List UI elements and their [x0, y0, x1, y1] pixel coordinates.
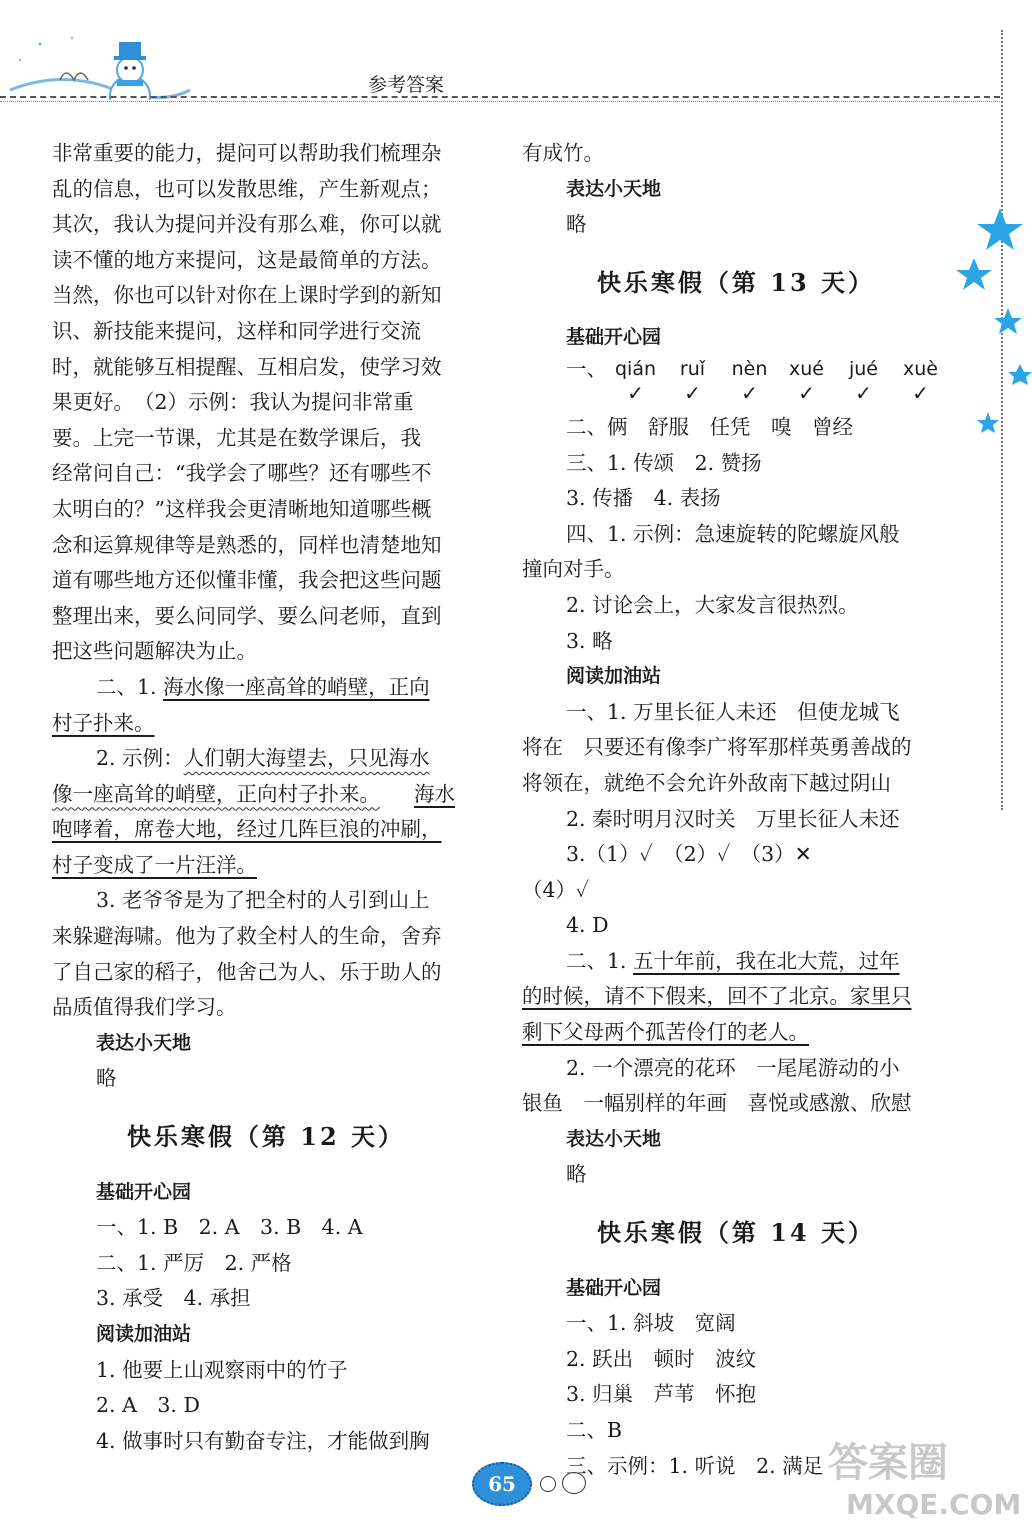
answer-er-1-cont: [522, 979, 950, 1015]
text-line: 识、新技能来提问，这样和同学进行交流: [52, 318, 421, 343]
text-line: 一、1. 万里长征人未还 但使龙城飞: [566, 699, 900, 724]
text-line: 要。上完一节课，尤其是在数学课后，我: [52, 425, 421, 450]
text-line: 果更好。 （2）示例：我认为提问非常重: [52, 390, 414, 415]
section-heading: 表达小天地: [566, 177, 662, 200]
text-line: （4）✓: [522, 877, 590, 902]
text-line: 太明白的？”这样我会更清晰地知道哪些概: [52, 496, 432, 521]
pinyin-text: xuè: [903, 357, 938, 380]
section-heading: 表达小天地: [566, 1127, 662, 1150]
text-line: 品质值得我们学习。: [52, 995, 237, 1020]
answer-er-1: [522, 944, 950, 980]
answer-er-1-cont: [522, 1015, 950, 1051]
answer-er-2-cont: [52, 812, 480, 848]
pinyin-text: ruǐ: [679, 357, 706, 380]
section-heading: 阅读加油站: [96, 1323, 192, 1345]
star-decorations: [950, 200, 1032, 440]
check-mark-icon: ✓: [855, 380, 872, 405]
header-title: 参考答案: [368, 74, 445, 96]
pinyin-item: [721, 356, 778, 404]
answer-er-2-cont: [52, 848, 480, 884]
pinyin-answer-row: [522, 356, 950, 406]
underlined-text: 村子扑来。: [52, 710, 155, 735]
text-line: 1. 他要上山观察雨中的竹子: [96, 1357, 348, 1382]
decor-circle-large: [562, 1472, 586, 1494]
text-line: 四、1. 示例：急速旋转的陀螺旋风般: [566, 521, 900, 546]
text-line: 将在 只要还有像李广将军那样英勇善战的: [522, 735, 912, 760]
header-divider-dotted: [0, 101, 1000, 102]
text-line: 有成竹。: [522, 141, 604, 165]
text-line: 二、1. 严厉 2. 严格: [96, 1250, 292, 1275]
pinyin-text: nèn: [731, 357, 768, 380]
pinyin-text: qián: [614, 357, 657, 380]
answer-label: 二、1.: [566, 948, 634, 973]
wavy-underlined-text: 人们朝大海望去，只见海水: [183, 746, 430, 771]
header-divider: [0, 96, 1000, 98]
underlined-text: 的时候，请不下假来，回不了北京。家里只: [522, 984, 912, 1009]
day-12-title: 快乐寒假（第 12 天）: [126, 1122, 406, 1152]
text-line: 一、1. 斜坡 宽阔: [566, 1311, 736, 1336]
text-line: 3.（1）✓ （2）✓ （3）✕: [566, 842, 812, 867]
text-line: 4. 做事时只有勤奋专注，才能做到胸: [96, 1428, 430, 1453]
text-line: 念和运算规律等是熟悉的，同样也清楚地知: [52, 532, 442, 557]
answer-er-1: [52, 670, 480, 706]
section-heading: 基础开心园: [96, 1180, 192, 1203]
text-line: 略: [566, 212, 587, 237]
answer-er-1-cont: [52, 706, 480, 742]
underlined-text: 村子变成了一片汪洋。: [52, 852, 257, 877]
text-line: 2. 跃出 顿时 波纹: [566, 1346, 757, 1371]
text-line: 2. 讨论会上，大家发言很热烈。: [566, 592, 859, 617]
check-mark-icon: ✓: [912, 380, 929, 405]
section-heading: 基础开心园: [566, 1276, 662, 1299]
pinyin-item: [607, 356, 664, 404]
watermark-url: MXQE.COM: [846, 1488, 1022, 1521]
text-line: 略: [96, 1066, 117, 1091]
text-line: 银鱼 一幅别样的年画 喜悦或感激、欣慰: [522, 1091, 912, 1116]
text-line: 二、B: [566, 1418, 623, 1442]
text-line: 来躲避海啸。他为了救全村人的生命，舍弃: [52, 924, 442, 949]
text-line: 整理出来，要么问同学、要么问老师，直到: [52, 603, 442, 628]
text-line: 二、俩 舒服 任凭 嗅 曾经: [566, 414, 853, 439]
check-mark-icon: ✓: [627, 380, 644, 405]
check-mark-icon: ✓: [684, 380, 701, 405]
check-mark-icon: ✓: [741, 380, 758, 405]
text-line: 三、示例：1. 听说 2. 满足: [566, 1453, 824, 1478]
text-line: 3. 归巢 芦苇 怀抱: [566, 1382, 757, 1407]
text-line: 略: [566, 1162, 587, 1187]
section-heading: 表达小天地: [96, 1031, 192, 1054]
text-line: 3. 承受 4. 承担: [96, 1286, 251, 1311]
pinyin-item: [664, 356, 721, 404]
underlined-text: 海水像一座高耸的峭壁，正向: [163, 674, 430, 699]
underlined-text: 五十年前，我在北大荒，过年: [633, 948, 900, 973]
wavy-underlined-text: 像一座高耸的峭壁，正向村子扑来。: [52, 781, 380, 806]
pinyin-text: jué: [848, 357, 878, 380]
text-line: 当然，你也可以针对你在上课时学到的新知: [52, 283, 442, 308]
text-line: 3. 略: [566, 628, 613, 653]
answer-er-2: [52, 741, 480, 777]
underlined-text: 海水: [414, 781, 455, 806]
text-line: 3. 老爷爷是为了把全村的人引到山上: [96, 888, 430, 913]
section-heading: 基础开心园: [566, 326, 662, 349]
text-line: 了自己家的稻子，他舍己为人、乐于助人的: [52, 959, 442, 984]
text-line: 其次，我认为提问并没有那么难，你可以就: [52, 212, 442, 237]
pinyin-item: [778, 356, 835, 404]
pinyin-item: [892, 356, 949, 404]
text-line: 撞向对手。: [522, 557, 625, 582]
page-number: 65: [472, 1462, 532, 1506]
day-13-title: 快乐寒假（第 13 天）: [596, 267, 876, 297]
underlined-text: 咆哮着，席卷大地，经过几阵巨浪的冲刷，: [52, 817, 442, 842]
left-paragraph: [52, 136, 480, 670]
snowman-decoration: [0, 30, 200, 100]
text-line: 2. 秦时明月汉时关 万里长征人未还: [566, 806, 900, 831]
text-line: 乱的信息，也可以发散思维，产生新观点；: [52, 176, 442, 201]
answer-er-2-cont: [52, 777, 480, 813]
watermark-logo: 答案圈: [828, 1440, 948, 1486]
text-line: 3. 传播 4. 表扬: [566, 486, 721, 511]
text-line: 三、1. 传颂 2. 赞扬: [566, 450, 762, 475]
section-heading: 阅读加油站: [566, 665, 662, 688]
check-mark-icon: ✓: [798, 380, 815, 405]
text-line: 时，就能够互相提醒、互相启发，使学习效: [52, 354, 442, 379]
text-line: 读不懂的地方来提问，这是最简单的方法。: [52, 247, 442, 272]
text-line: 道有哪些地方还似懂非懂，我会把这些问题: [52, 568, 442, 593]
pinyin-item: [835, 356, 892, 404]
text-line: 2. A 3. D: [96, 1393, 200, 1418]
right-column: [522, 136, 950, 1484]
text-line: 经常问自己：“我学会了哪些？还有哪些不: [52, 461, 432, 486]
text-line: 2. 一个漂亮的花环 一尾尾游动的小: [566, 1055, 900, 1080]
text-line: 非常重要的能力，提问可以帮助我们梳理杂: [52, 141, 442, 165]
left-column: [52, 136, 480, 1459]
decor-circle-small: [540, 1476, 556, 1492]
pinyin-text: xué: [789, 357, 824, 380]
text-line: 把这些问题解决为止。: [52, 639, 257, 664]
text-line: 一、1. B 2. A 3. B 4. A: [96, 1215, 363, 1240]
answer-label: 一、: [566, 356, 607, 381]
text-line: 4. D: [566, 913, 609, 938]
text-line: 将领在，就绝不会允许外敌南下越过阴山: [522, 770, 891, 795]
day-14-title: 快乐寒假（第 14 天）: [596, 1218, 876, 1248]
answer-label: 二、1.: [96, 674, 164, 699]
underlined-text: 剩下父母两个孤苦伶仃的老人。: [522, 1020, 809, 1045]
answer-label: 2. 示例：: [96, 746, 184, 771]
